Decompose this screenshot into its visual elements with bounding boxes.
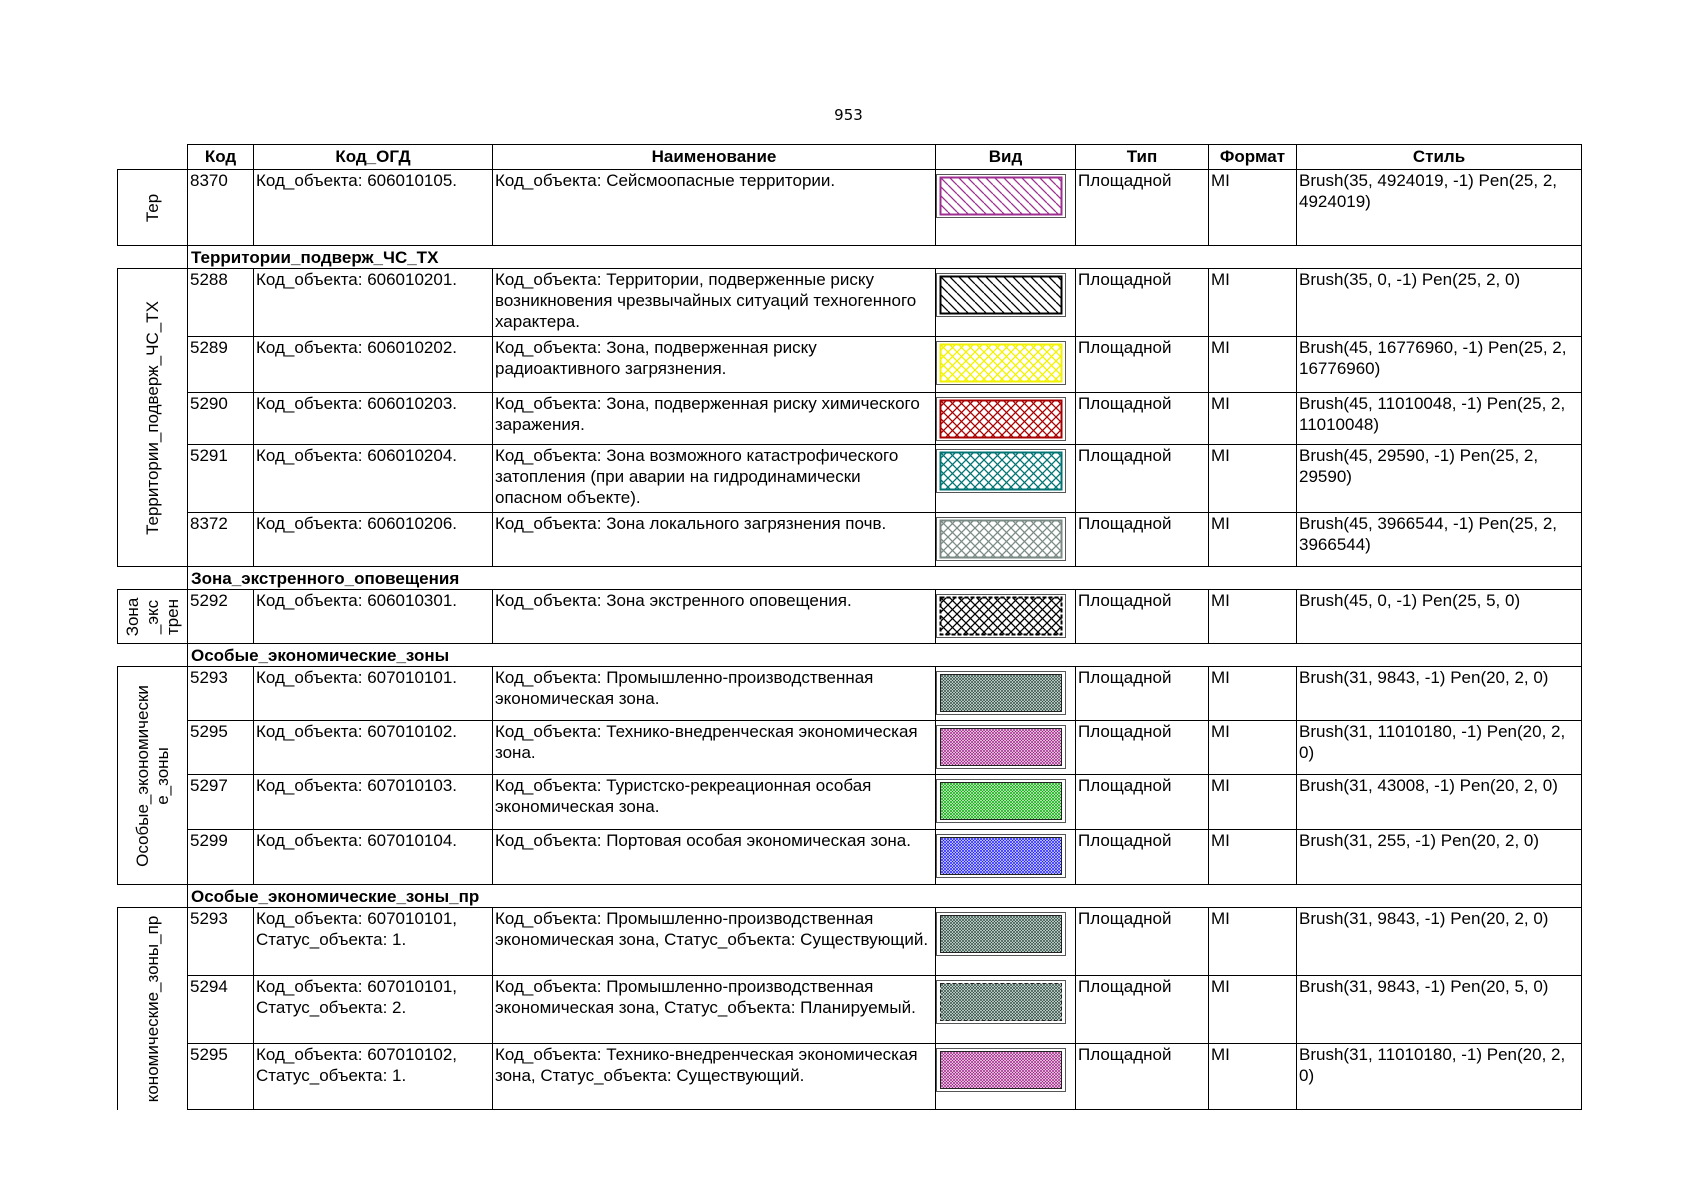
swatch-frame bbox=[936, 517, 1066, 561]
table-row bbox=[118, 393, 1582, 445]
header-code: Код bbox=[188, 145, 254, 170]
group-label bbox=[133, 685, 173, 867]
table-row bbox=[118, 170, 1582, 246]
group-label-cell bbox=[118, 590, 188, 644]
cell-name: Код_объекта: Промышленно-производственная экономическая зона. bbox=[493, 667, 936, 721]
header-name: Наименование bbox=[493, 145, 936, 170]
cell-view bbox=[936, 393, 1076, 445]
cell-ogd: Код_объекта: 607010101, Статус_объекта: 2. bbox=[254, 976, 493, 1044]
cell-code: 5295 bbox=[188, 721, 254, 775]
crosshatch-yellow-swatch-icon bbox=[939, 343, 1063, 383]
cell-format: MI bbox=[1209, 830, 1297, 885]
cell-name: Код_объекта: Зона, подверженная риску химического заражения. bbox=[493, 393, 936, 445]
cell-ogd: Код_объекта: 607010104. bbox=[254, 830, 493, 885]
cell-type: Площадной bbox=[1076, 667, 1209, 721]
cell-ogd: Код_объекта: 607010101, Статус_объекта: 1. bbox=[254, 908, 493, 976]
fine-hatch-darkgreen-swatch-icon bbox=[939, 914, 1063, 954]
header-style: Стиль bbox=[1297, 145, 1582, 170]
group-label-line: кономические_зоны_пр bbox=[142, 915, 162, 1103]
cell-ogd: Код_объекта: 606010201. bbox=[254, 269, 493, 337]
group-label-line: _экс bbox=[142, 599, 162, 634]
cell-type: Площадной bbox=[1076, 830, 1209, 885]
table-row bbox=[118, 445, 1582, 513]
cell-style: Brush(31, 9843, -1) Pen(20, 5, 0) bbox=[1297, 976, 1582, 1044]
swatch-frame bbox=[936, 594, 1066, 638]
cell-style: Brush(35, 4924019, -1) Pen(25, 2, 4924019) bbox=[1297, 170, 1582, 246]
table-row bbox=[118, 721, 1582, 775]
cell-name: Код_объекта: Зона, подверженная риску радиоактивного загрязнения. bbox=[493, 337, 936, 393]
table-row bbox=[118, 337, 1582, 393]
cell-type: Площадной bbox=[1076, 775, 1209, 830]
group-label bbox=[143, 193, 163, 221]
cell-name: Код_объекта: Территории, подверженные риску возникновения чрезвычайных ситуаций техногенного характера. bbox=[493, 269, 936, 337]
crosshatch-teal-swatch-icon bbox=[939, 451, 1063, 491]
cell-format: MI bbox=[1209, 269, 1297, 337]
crosshatch-black-dashed-swatch-icon bbox=[939, 596, 1063, 636]
cell-view bbox=[936, 667, 1076, 721]
section-title: Зона_экстренного_оповещения bbox=[188, 567, 1582, 590]
cell-view bbox=[936, 269, 1076, 337]
swatch-frame bbox=[936, 779, 1066, 823]
section-header-spacer bbox=[118, 246, 188, 269]
cell-format: MI bbox=[1209, 976, 1297, 1044]
cell-style: Brush(31, 255, -1) Pen(20, 2, 0) bbox=[1297, 830, 1582, 885]
cell-style: Brush(31, 43008, -1) Pen(20, 2, 0) bbox=[1297, 775, 1582, 830]
group-label-cell bbox=[118, 170, 188, 246]
cell-code: 5293 bbox=[188, 667, 254, 721]
cell-code: 8370 bbox=[188, 170, 254, 246]
cell-style: Brush(31, 11010180, -1) Pen(20, 2, 0) bbox=[1297, 1044, 1582, 1110]
cell-format: MI bbox=[1209, 393, 1297, 445]
header-type: Тип bbox=[1076, 145, 1209, 170]
swatch-frame bbox=[936, 174, 1066, 218]
table-row bbox=[118, 667, 1582, 721]
swatch-frame bbox=[936, 980, 1066, 1024]
cell-style: Brush(45, 0, -1) Pen(25, 5, 0) bbox=[1297, 590, 1582, 644]
cell-style: Brush(31, 9843, -1) Pen(20, 2, 0) bbox=[1297, 667, 1582, 721]
cell-format: MI bbox=[1209, 667, 1297, 721]
cell-code: 5299 bbox=[188, 830, 254, 885]
cell-ogd: Код_объекта: 606010203. bbox=[254, 393, 493, 445]
swatch-frame bbox=[936, 273, 1066, 317]
cell-ogd: Код_объекта: 606010206. bbox=[254, 513, 493, 567]
section-title: Особые_экономические_зоны_пр bbox=[188, 885, 1582, 908]
legend-body bbox=[118, 170, 1582, 1110]
cell-view bbox=[936, 721, 1076, 775]
cell-type: Площадной bbox=[1076, 337, 1209, 393]
fine-hatch-darkgreen-dashed-swatch-icon bbox=[939, 982, 1063, 1022]
cell-style: Brush(45, 3966544, -1) Pen(25, 2, 3966544) bbox=[1297, 513, 1582, 567]
cell-view bbox=[936, 1044, 1076, 1110]
cell-view bbox=[936, 337, 1076, 393]
swatch-frame bbox=[936, 912, 1066, 956]
crosshatch-red-swatch-icon bbox=[939, 399, 1063, 439]
cell-view bbox=[936, 775, 1076, 830]
crosshatch-gray-swatch-icon bbox=[939, 519, 1063, 559]
section-header-row bbox=[118, 885, 1582, 908]
swatch-frame bbox=[936, 725, 1066, 769]
cell-type: Площадной bbox=[1076, 269, 1209, 337]
cell-format: MI bbox=[1209, 337, 1297, 393]
section-title: Особые_экономические_зоны bbox=[188, 644, 1582, 667]
group-label bbox=[143, 301, 163, 535]
section-header-spacer bbox=[118, 567, 188, 590]
cell-style: Brush(45, 16776960, -1) Pen(25, 2, 16776960) bbox=[1297, 337, 1582, 393]
cell-format: MI bbox=[1209, 170, 1297, 246]
cell-code: 5294 bbox=[188, 976, 254, 1044]
cell-code: 5295 bbox=[188, 1044, 254, 1110]
section-title: Территории_подверж_ЧС_ТХ bbox=[188, 246, 1582, 269]
cell-view bbox=[936, 513, 1076, 567]
cell-style: Brush(31, 11010180, -1) Pen(20, 2, 0) bbox=[1297, 721, 1582, 775]
cell-format: MI bbox=[1209, 908, 1297, 976]
cell-type: Площадной bbox=[1076, 170, 1209, 246]
header-group-spacer bbox=[118, 145, 188, 170]
cell-view bbox=[936, 908, 1076, 976]
table-row bbox=[118, 513, 1582, 567]
fine-hatch-blue-swatch-icon bbox=[939, 836, 1063, 876]
fine-hatch-green-swatch-icon bbox=[939, 781, 1063, 821]
cell-format: MI bbox=[1209, 775, 1297, 830]
cell-name: Код_объекта: Промышленно-производственная экономическая зона, Статус_объекта: Существующий. bbox=[493, 908, 936, 976]
cell-code: 8372 bbox=[188, 513, 254, 567]
cell-style: Brush(31, 9843, -1) Pen(20, 2, 0) bbox=[1297, 908, 1582, 976]
cell-ogd: Код_объекта: 607010102. bbox=[254, 721, 493, 775]
group-label-line: Особые_экономически bbox=[132, 684, 152, 867]
swatch-frame bbox=[936, 449, 1066, 493]
group-label-cell bbox=[118, 667, 188, 885]
cell-code: 5290 bbox=[188, 393, 254, 445]
table-row bbox=[118, 775, 1582, 830]
cell-name: Код_объекта: Зона экстренного оповещения. bbox=[493, 590, 936, 644]
cell-format: MI bbox=[1209, 721, 1297, 775]
diagonal-hatch-black-swatch-icon bbox=[939, 275, 1063, 315]
table-row bbox=[118, 269, 1582, 337]
cell-name: Код_объекта: Портовая особая экономическая зона. bbox=[493, 830, 936, 885]
header-row bbox=[118, 145, 1582, 170]
cell-ogd: Код_объекта: 607010103. bbox=[254, 775, 493, 830]
swatch-frame bbox=[936, 834, 1066, 878]
swatch-frame bbox=[936, 671, 1066, 715]
section-header-row bbox=[118, 644, 1582, 667]
cell-name: Код_объекта: Туристско-рекреационная особая экономическая зона. bbox=[493, 775, 936, 830]
cell-name: Код_объекта: Зона возможного катастрофического затопления (при аварии на гидродинамически опасном объекте). bbox=[493, 445, 936, 513]
cell-ogd: Код_объекта: 606010202. bbox=[254, 337, 493, 393]
group-label-line: е_зоны bbox=[152, 746, 172, 805]
group-label-cell bbox=[118, 908, 188, 1110]
cell-format: MI bbox=[1209, 445, 1297, 513]
cell-type: Площадной bbox=[1076, 513, 1209, 567]
swatch-frame bbox=[936, 397, 1066, 441]
group-label-line: трен bbox=[162, 598, 182, 635]
cell-type: Площадной bbox=[1076, 721, 1209, 775]
fine-hatch-magenta-swatch-icon bbox=[939, 1050, 1063, 1090]
diagonal-hatch-purple-swatch-icon bbox=[939, 176, 1063, 216]
cell-type: Площадной bbox=[1076, 590, 1209, 644]
cell-view bbox=[936, 445, 1076, 513]
table-row bbox=[118, 590, 1582, 644]
fine-hatch-darkgreen-swatch-icon bbox=[939, 673, 1063, 713]
cell-code: 5291 bbox=[188, 445, 254, 513]
cell-ogd: Код_объекта: 607010102, Статус_объекта: 1. bbox=[254, 1044, 493, 1110]
header-format: Формат bbox=[1209, 145, 1297, 170]
section-header-row bbox=[118, 567, 1582, 590]
cell-code: 5289 bbox=[188, 337, 254, 393]
cell-format: MI bbox=[1209, 1044, 1297, 1110]
table-row bbox=[118, 908, 1582, 976]
header-view: Вид bbox=[936, 145, 1076, 170]
cell-code: 5292 bbox=[188, 590, 254, 644]
cell-ogd: Код_объекта: 606010105. bbox=[254, 170, 493, 246]
cell-code: 5293 bbox=[188, 908, 254, 976]
cell-name: Код_объекта: Промышленно-производственная экономическая зона, Статус_объекта: Планируемый. bbox=[493, 976, 936, 1044]
cell-code: 5288 bbox=[188, 269, 254, 337]
cell-view bbox=[936, 170, 1076, 246]
cell-ogd: Код_объекта: 606010301. bbox=[254, 590, 493, 644]
cell-type: Площадной bbox=[1076, 1044, 1209, 1110]
group-label-cell bbox=[118, 269, 188, 567]
cell-name: Код_объекта: Зона локального загрязнения почв. bbox=[493, 513, 936, 567]
cell-name: Код_объекта: Технико-внедренческая экономическая зона. bbox=[493, 721, 936, 775]
table-row bbox=[118, 830, 1582, 885]
header-ogd: Код_ОГД bbox=[254, 145, 493, 170]
cell-type: Площадной bbox=[1076, 976, 1209, 1044]
cell-name: Код_объекта: Технико-внедренческая экономическая зона, Статус_объекта: Существующий. bbox=[493, 1044, 936, 1110]
group-label-line: Зона bbox=[122, 597, 142, 636]
cell-code: 5297 bbox=[188, 775, 254, 830]
cell-style: Brush(45, 11010048, -1) Pen(25, 2, 11010048) bbox=[1297, 393, 1582, 445]
cell-type: Площадной bbox=[1076, 908, 1209, 976]
page-number: 953 bbox=[834, 106, 863, 124]
cell-type: Площадной bbox=[1076, 445, 1209, 513]
cell-name: Код_объекта: Сейсмоопасные территории. bbox=[493, 170, 936, 246]
group-label-line: Тер bbox=[142, 193, 162, 222]
section-header-spacer bbox=[118, 644, 188, 667]
table-row bbox=[118, 1044, 1582, 1110]
swatch-frame bbox=[936, 1048, 1066, 1092]
cell-style: Brush(35, 0, -1) Pen(25, 2, 0) bbox=[1297, 269, 1582, 337]
group-label bbox=[123, 597, 183, 636]
cell-view bbox=[936, 976, 1076, 1044]
table-row bbox=[118, 976, 1582, 1044]
legend-table bbox=[117, 144, 1582, 1110]
section-header-spacer bbox=[118, 885, 188, 908]
cell-ogd: Код_объекта: 606010204. bbox=[254, 445, 493, 513]
cell-format: MI bbox=[1209, 590, 1297, 644]
fine-hatch-magenta-swatch-icon bbox=[939, 727, 1063, 767]
cell-style: Brush(45, 29590, -1) Pen(25, 2, 29590) bbox=[1297, 445, 1582, 513]
cell-type: Площадной bbox=[1076, 393, 1209, 445]
cell-format: MI bbox=[1209, 513, 1297, 567]
cell-ogd: Код_объекта: 607010101. bbox=[254, 667, 493, 721]
cell-view bbox=[936, 830, 1076, 885]
cell-view bbox=[936, 590, 1076, 644]
group-label-line: Территории_подверж_ЧС_ТХ bbox=[142, 300, 162, 535]
section-header-row bbox=[118, 246, 1582, 269]
swatch-frame bbox=[936, 341, 1066, 385]
group-label bbox=[143, 915, 163, 1102]
